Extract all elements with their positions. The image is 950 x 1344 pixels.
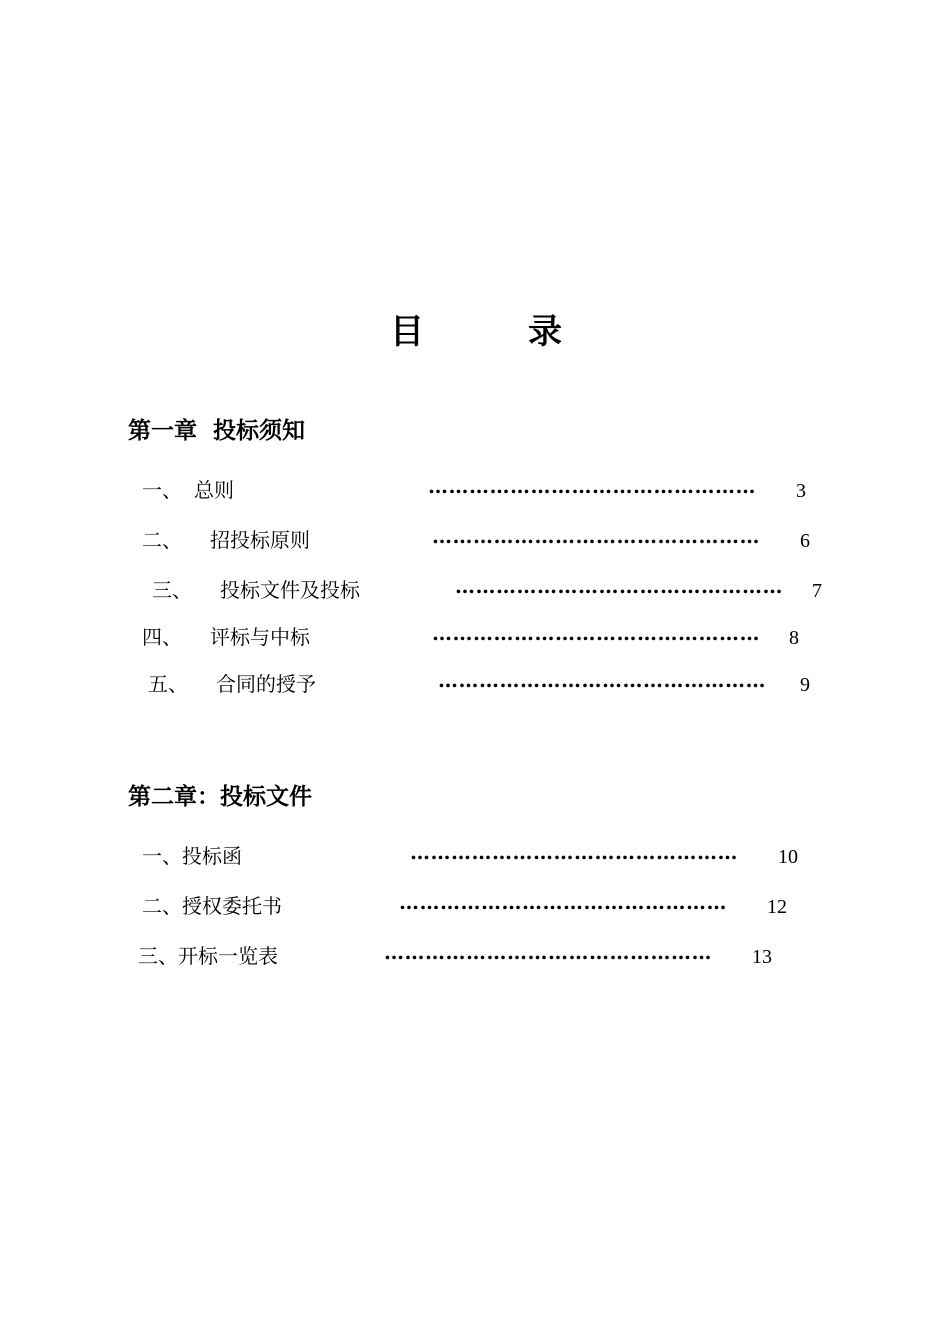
toc-entry-page: 13 xyxy=(752,946,772,968)
toc-leader-dots: ………………………………………… xyxy=(410,840,738,864)
toc-entry-label: 合同的授予 xyxy=(216,672,316,696)
toc-leader-dots: ………………………………………… xyxy=(384,940,712,964)
toc-entry-label: 总则 xyxy=(194,478,234,502)
toc-entry-label: 评标与中标 xyxy=(210,625,310,649)
toc-entry-label: 二、授权委托书 xyxy=(142,894,282,918)
toc-entry-page: 12 xyxy=(767,896,787,918)
chapter-1-heading: 第一章 投标须知 xyxy=(128,418,306,444)
toc-entry-number: 二、 xyxy=(142,528,182,552)
toc-entry-label: 投标文件及投标 xyxy=(220,578,360,602)
toc-entry-number: 四、 xyxy=(142,625,182,649)
toc-entry-page: 8 xyxy=(789,627,799,649)
toc-leader-dots: ………………………………………… xyxy=(428,474,756,498)
toc-entry-page: 6 xyxy=(800,530,810,552)
toc-entry-number: 三、 xyxy=(152,578,192,602)
toc-entry-page: 7 xyxy=(812,580,822,602)
toc-entry-label: 招投标原则 xyxy=(210,528,310,552)
toc-entry-page: 10 xyxy=(778,846,798,868)
toc-entry-label: 三、开标一览表 xyxy=(138,944,278,968)
toc-leader-dots: ………………………………………… xyxy=(399,890,727,914)
toc-leader-dots: ………………………………………… xyxy=(432,621,760,645)
chapter-2-heading: 第二章：投标文件 xyxy=(128,784,312,810)
toc-title-char-1: 目 xyxy=(390,312,424,352)
toc-entry-page: 9 xyxy=(800,674,810,696)
toc-leader-dots: ………………………………………… xyxy=(432,524,760,548)
toc-leader-dots: ………………………………………… xyxy=(455,574,783,598)
toc-entry-number: 一、 xyxy=(142,478,182,502)
toc-title-char-2: 录 xyxy=(528,312,562,352)
toc-entry-label: 一、投标函 xyxy=(142,844,242,868)
toc-leader-dots: ………………………………………… xyxy=(438,668,766,692)
toc-entry-number: 五、 xyxy=(148,672,188,696)
toc-entry-page: 3 xyxy=(796,480,806,502)
